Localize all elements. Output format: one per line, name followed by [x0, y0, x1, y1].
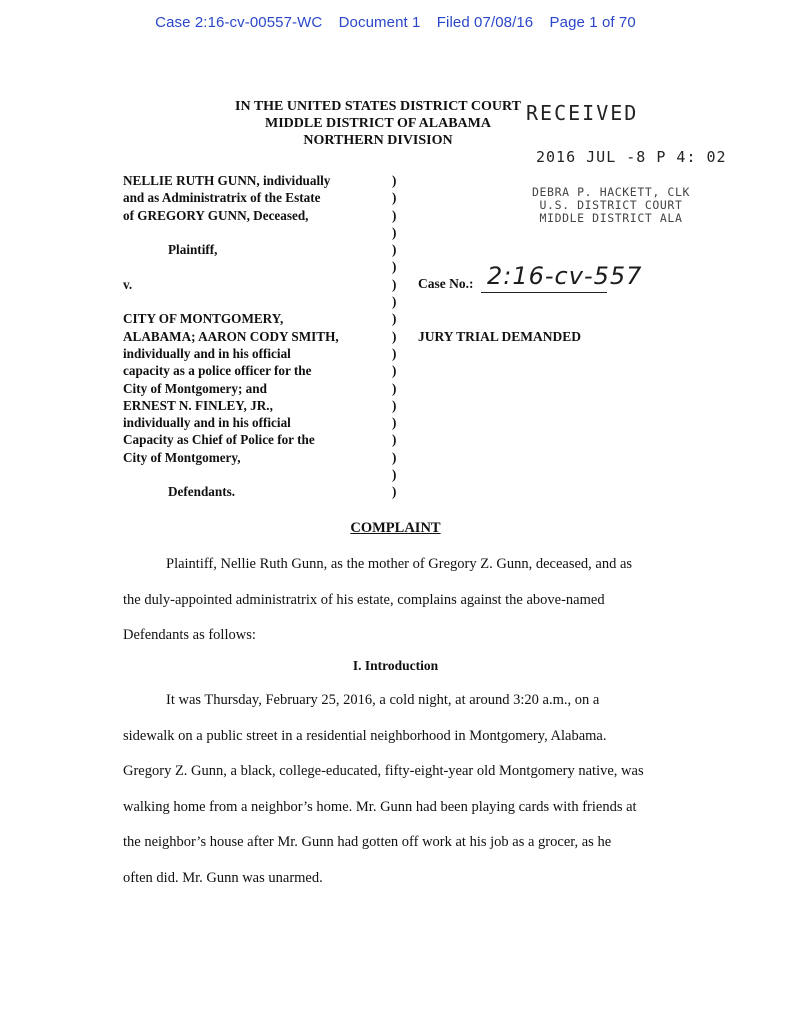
caption-parenthesis: ): [392, 276, 397, 292]
caption-parenthesis: ): [392, 259, 397, 275]
clerk-stamp: [532, 186, 690, 225]
caption-line: [123, 224, 373, 241]
jury-demand: JURY TRIAL DEMANDED: [418, 329, 582, 344]
caption-parenthesis: ): [392, 224, 397, 240]
caption-line: City of Montgomery; and: [123, 380, 267, 396]
caption-parenthesis: ): [392, 207, 397, 223]
versus-label: v.: [123, 276, 133, 292]
paragraph-line: sidewalk on a public street in a residential neighborhood in Montgomery, Alabama.: [123, 727, 607, 744]
paragraph-line: It was Thursday, February 25, 2016, a cold night, at around 3:20 a.m., on a: [166, 692, 600, 708]
caption-line: of GREGORY GUNN, Deceased,: [123, 207, 309, 223]
ecf-filed-date: Filed 07/08/16: [436, 14, 534, 31]
ecf-header: [0, 14, 791, 31]
paragraph-line: the neighbor’s house after Mr. Gunn had gotten off work at his job as a grocer, as he: [123, 834, 612, 850]
caption-line: ERNEST N. FINLEY, JR.,: [123, 397, 273, 413]
caption-line: [123, 258, 373, 275]
caption-parenthesis: ): [392, 173, 397, 188]
court-heading: [228, 98, 528, 149]
section-heading-introduction: I. Introduction: [352, 658, 439, 673]
paragraph-line: the duly-appointed administratrix of his estate, complains against the above-named: [123, 591, 605, 608]
ecf-case-number: Case 2:16-cv-00557-WC: [155, 14, 323, 31]
caption-line: and as Administratrix of the Estate: [123, 190, 321, 206]
caption-parenthesis: ): [392, 467, 397, 483]
caption-line: CITY OF MONTGOMERY,: [123, 311, 284, 327]
plaintiff-label: Plaintiff,: [168, 242, 218, 258]
caption-parenthesis: ): [392, 415, 397, 431]
caption-line: individually and in his official: [123, 345, 291, 361]
caption-line: ALABAMA; AARON CODY SMITH,: [123, 328, 339, 344]
introduction-paragraph: [123, 692, 663, 905]
court-name: IN THE UNITED STATES DISTRICT COURT: [235, 99, 521, 114]
court-district: MIDDLE DISTRICT OF ALABAMA: [265, 116, 491, 131]
caption-parenthesis: ): [392, 432, 397, 448]
received-stamp-date: 2016 JUL -8 P 4: 02: [536, 148, 727, 166]
received-stamp: RECEIVED: [526, 101, 639, 125]
caption-line: [123, 293, 373, 310]
caption-line: individually and in his official: [123, 415, 291, 431]
clerk-district: MIDDLE DISTRICT ALA: [539, 211, 683, 225]
case-number-underline: [481, 292, 607, 293]
intro-paragraph: [123, 556, 663, 663]
caption-line: Capacity as Chief of Police for the: [123, 432, 315, 448]
paragraph-line: walking home from a neighbor’s home. Mr. Gunn had been playing cards with friends at: [123, 798, 637, 815]
complaint-title: COMPLAINT: [350, 520, 441, 536]
caption-parenthesis: ): [392, 328, 397, 344]
caption-parenthesis: ): [392, 311, 397, 327]
caption-line: City of Montgomery,: [123, 449, 241, 465]
paragraph-line: Plaintiff, Nellie Ruth Gunn, as the mother of Gregory Z. Gunn, deceased, and as: [166, 556, 633, 572]
caption-parenthesis: ): [392, 190, 397, 206]
case-caption-parties: [123, 172, 373, 501]
caption-parenthesis: ): [392, 484, 397, 500]
case-number-handwritten: 2:16-cv-557: [487, 262, 643, 290]
clerk-court: U.S. DISTRICT COURT: [539, 198, 683, 212]
case-number-label: Case No.:: [418, 276, 474, 291]
caption-parenthesis: ): [392, 397, 397, 413]
paragraph-line: often did. Mr. Gunn was unarmed.: [123, 869, 323, 886]
paragraph-line: Gregory Z. Gunn, a black, college-educated, fifty-eight-year old Montgomery native, was: [123, 763, 644, 779]
caption-parenthesis: ): [392, 242, 397, 258]
caption-parenthesis: ): [392, 449, 397, 465]
clerk-name: DEBRA P. HACKETT, CLK: [532, 185, 690, 199]
caption-parenthesis: ): [392, 345, 397, 361]
caption-parenthesis: ): [392, 380, 397, 396]
caption-parenthesis: ): [392, 294, 397, 310]
caption-line: capacity as a police officer for the: [123, 363, 312, 379]
ecf-page-count: Page 1 of 70: [549, 14, 636, 31]
caption-parenthesis-column: [392, 172, 404, 501]
court-division: NORTHERN DIVISION: [303, 133, 453, 148]
caption-parenthesis: ): [392, 363, 397, 379]
caption-line: [123, 466, 373, 483]
paragraph-line: Defendants as follows:: [123, 627, 256, 643]
defendants-label: Defendants.: [168, 484, 236, 500]
caption-line: NELLIE RUTH GUNN, individually: [123, 173, 331, 188]
ecf-document-number: Document 1: [338, 14, 421, 31]
